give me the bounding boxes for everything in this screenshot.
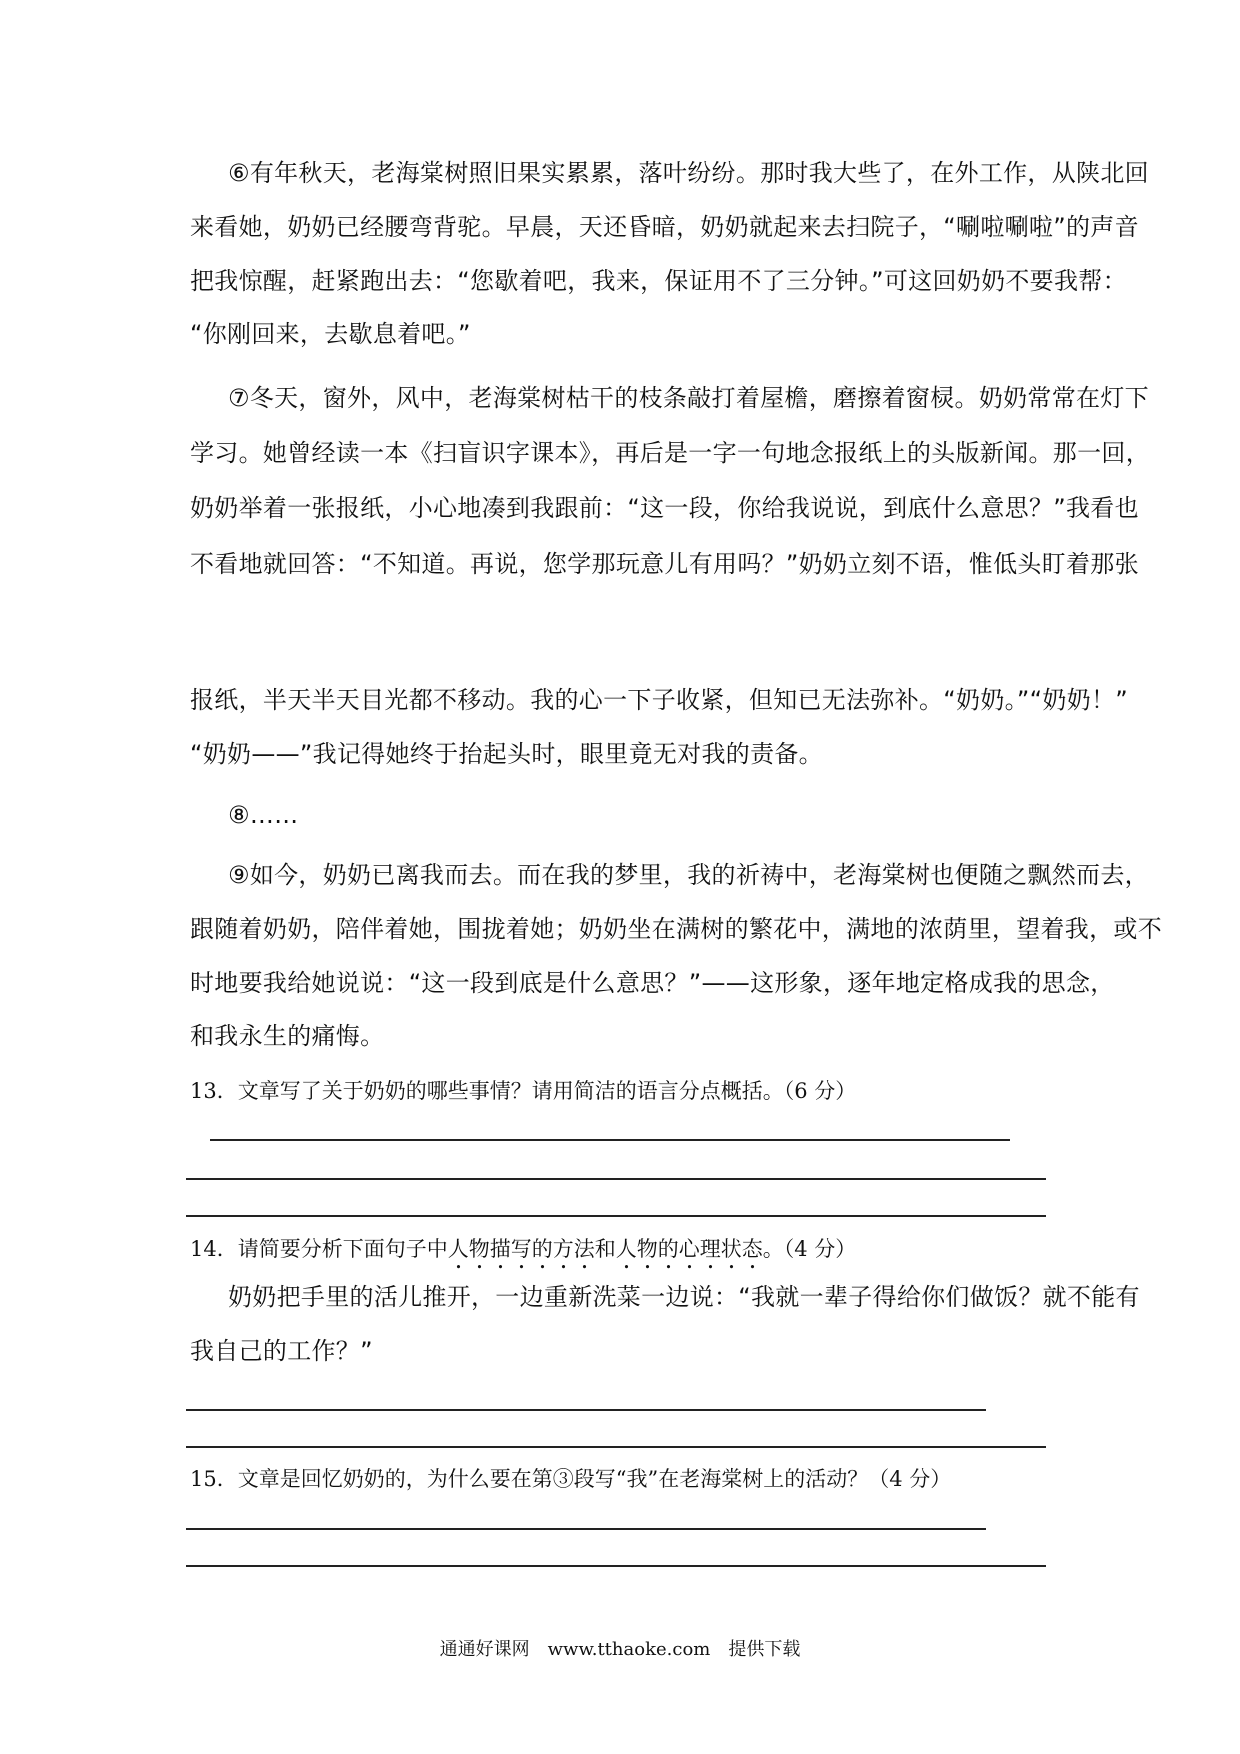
- question-15: 15．文章是回忆奶奶的，为什么要在第③段写“我”在老海棠树上的活动？（4 分）: [190, 1467, 952, 1491]
- paragraph-9-line-1: ⑨如今，奶奶已离我而去。而在我的梦里，我的祈祷中，老海棠树也便随之飘然而去，: [228, 861, 1149, 889]
- emphasis-psychology: 人物的心理状态: [615, 1237, 763, 1261]
- paragraph-7-line-6: “奶奶——”我记得她终于抬起头时，眼里竟无对我的责备。: [190, 740, 823, 768]
- paragraph-6-line-4: “你刚回来，去歇息着吧。”: [190, 320, 471, 348]
- paragraph-7-line-4: 不看地就回答：“不知道。再说，您学那玩意儿有用吗？”奶奶立刻不语，惟低头盯着那张: [190, 550, 1139, 578]
- question-14: [190, 1235, 856, 1274]
- question-14-prefix: 14．请简要分析下面句子中: [190, 1237, 448, 1261]
- question-14-quote-line-1: 奶奶把手里的活儿推开，一边重新洗菜一边说：“我就一辈子得给你们做饭？就不能有: [228, 1283, 1140, 1311]
- paragraph-6-line-2: 来看她，奶奶已经腰弯背驼。早晨，天还昏暗，奶奶就起来去扫院子，“唰啦唰啦”的声音: [190, 213, 1139, 241]
- answer-line-14-1[interactable]: [186, 1409, 986, 1411]
- paragraph-7-line-5: 报纸，半天半天目光都不移动。我的心一下子收紧，但知已无法弥补。“奶奶。”“奶奶！”: [190, 686, 1129, 714]
- question-14-quote-line-2: 我自己的工作？”: [190, 1337, 373, 1365]
- answer-line-13-2[interactable]: [186, 1178, 1046, 1180]
- paragraph-6-line-1: ⑥有年秋天，老海棠树照旧果实累累，落叶纷纷。那时我大些了，在外工作，从陕北回: [228, 159, 1149, 187]
- question-14-suffix: 。（4 分）: [762, 1237, 857, 1261]
- paragraph-6-line-3: 把我惊醒，赶紧跑出去：“您歇着吧，我来，保证用不了三分钟。”可这回奶奶不要我帮：: [190, 267, 1127, 295]
- paragraph-9-line-3: 时地要我给她说说：“这一段到底是什么意思？”——这形象，逐年地定格成我的思念，: [190, 969, 1115, 997]
- question-14-and: 和: [594, 1237, 616, 1261]
- paragraph-7-line-3: 奶奶举着一张报纸，小心地凑到我跟前：“这一段，你给我说说，到底什么意思？”我看也: [190, 494, 1139, 522]
- paragraph-9-line-2: 跟随着奶奶，陪伴着她，围拢着她；奶奶坐在满树的繁花中，满地的浓荫里，望着我，或不: [190, 915, 1162, 943]
- paragraph-7-line-1: ⑦冬天，窗外，风中，老海棠树枯干的枝条敲打着屋檐，磨擦着窗棂。奶奶常常在灯下: [228, 384, 1149, 412]
- footer-credit: 通通好课网 www.tthaoke.com 提供下载: [439, 1639, 801, 1660]
- answer-line-15-1[interactable]: [186, 1528, 986, 1530]
- paragraph-7-line-2: 学习。她曾经读一本《扫盲识字课本》，再后是一字一句地念报纸上的头版新闻。那一回，: [190, 439, 1150, 467]
- answer-line-13-3[interactable]: [186, 1215, 1046, 1217]
- answer-line-13-1[interactable]: [210, 1139, 1010, 1141]
- paragraph-8: ⑧……: [228, 801, 299, 829]
- paragraph-9-line-4: 和我永生的痛悔。: [190, 1022, 385, 1050]
- answer-line-14-2[interactable]: [186, 1446, 1046, 1448]
- answer-line-15-2[interactable]: [186, 1565, 1046, 1567]
- emphasis-method: 人物描写的方法: [447, 1237, 595, 1261]
- question-13: 13．文章写了关于奶奶的哪些事情？请用简洁的语言分点概括。（6 分）: [190, 1079, 857, 1103]
